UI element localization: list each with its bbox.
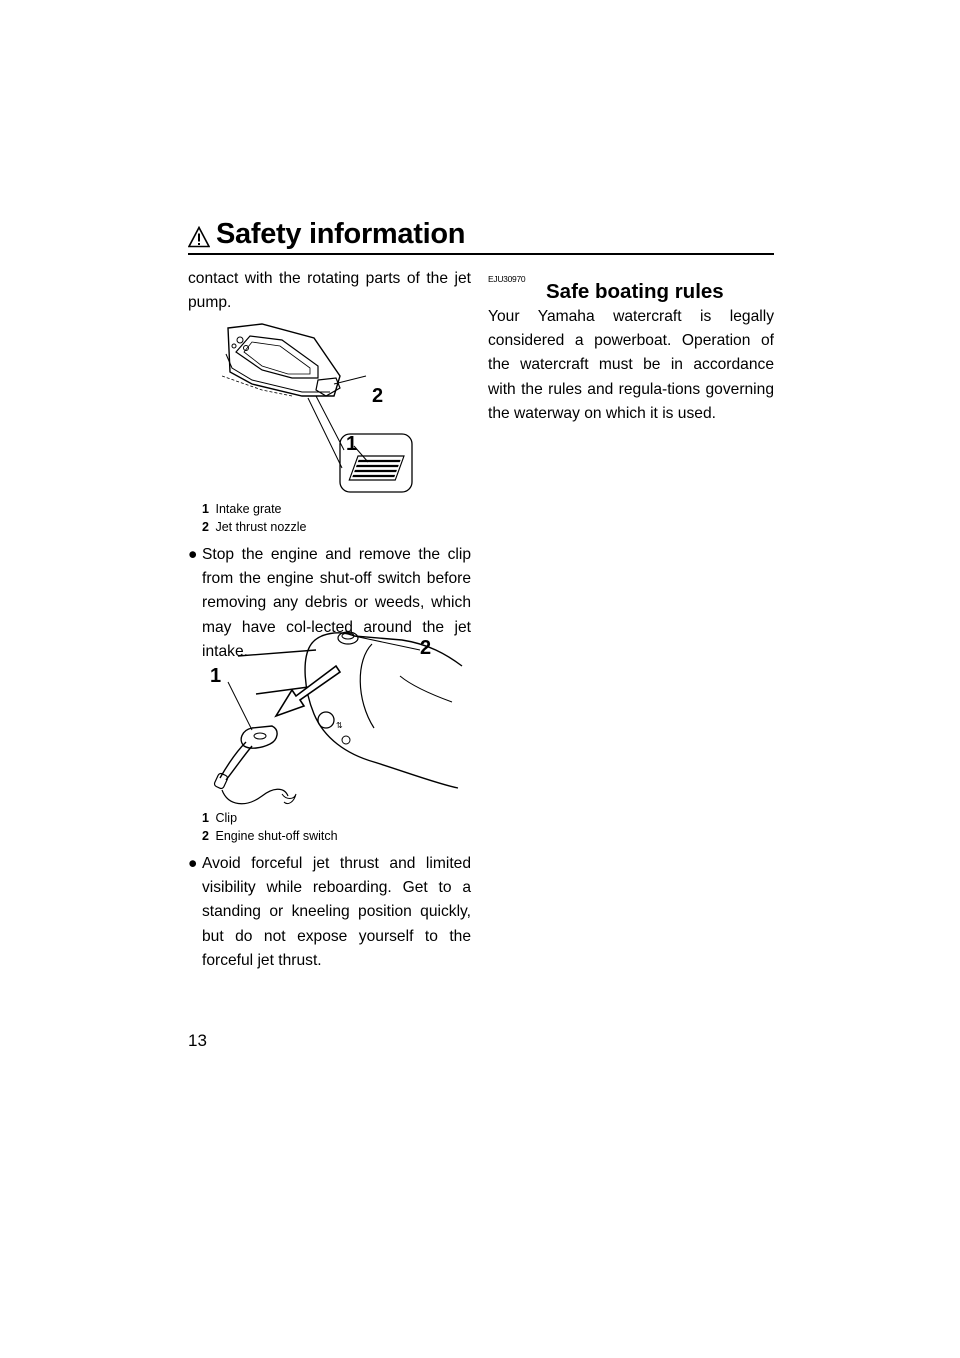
section-body: Your Yamaha watercraft is legally considered a powerboat. Operation of the watercraft must be in accordance with the rules and regula-tions governing the waterway on which it is used. bbox=[488, 308, 774, 422]
page-number: 13 bbox=[188, 1031, 207, 1050]
figure2-label-1: 1 bbox=[210, 665, 222, 687]
figure1-caption-2: 2 Jet thrust nozzle bbox=[202, 520, 307, 534]
bullet-avoid-jet-thrust: ● Avoid forceful jet thrust and limited visibility while reboarding. Get to a standing or kneeling position quickly, but do not expose yourself to the forceful jet thrust. bbox=[188, 852, 471, 973]
bullet-icon: ● bbox=[188, 546, 198, 563]
figure2-caption-2: 2 Engine shut-off switch bbox=[202, 829, 338, 843]
figure2-caption-1: 1 Clip bbox=[202, 811, 238, 825]
bullet-stop-engine: ● Stop the engine and remove the clip from the engine shut-off switch before removing any debris or weeds, which may have col-lected around the jet intake. bbox=[188, 543, 471, 664]
intro-paragraph: contact with the rotating parts of the jet pump. bbox=[188, 270, 471, 312]
jet-pump-illustration bbox=[222, 318, 418, 498]
shutoff-switch-illustration bbox=[206, 630, 468, 810]
section-title: Safe boating rules bbox=[546, 280, 724, 303]
page-header bbox=[188, 218, 774, 254]
figure1-label-1: 1 bbox=[346, 433, 358, 455]
figure1-label-2: 2 bbox=[372, 385, 384, 407]
svg-text:⇅: ⇅ bbox=[336, 721, 343, 730]
page-title: Safety information bbox=[216, 218, 466, 250]
header-rule bbox=[188, 253, 774, 255]
warning-triangle-icon bbox=[188, 226, 210, 248]
figure2-label-2: 2 bbox=[420, 637, 432, 659]
bullet-icon: ● bbox=[188, 855, 198, 872]
reference-code: EJU30970 bbox=[488, 274, 526, 284]
figure1-caption-1: 1 Intake grate bbox=[202, 502, 282, 516]
